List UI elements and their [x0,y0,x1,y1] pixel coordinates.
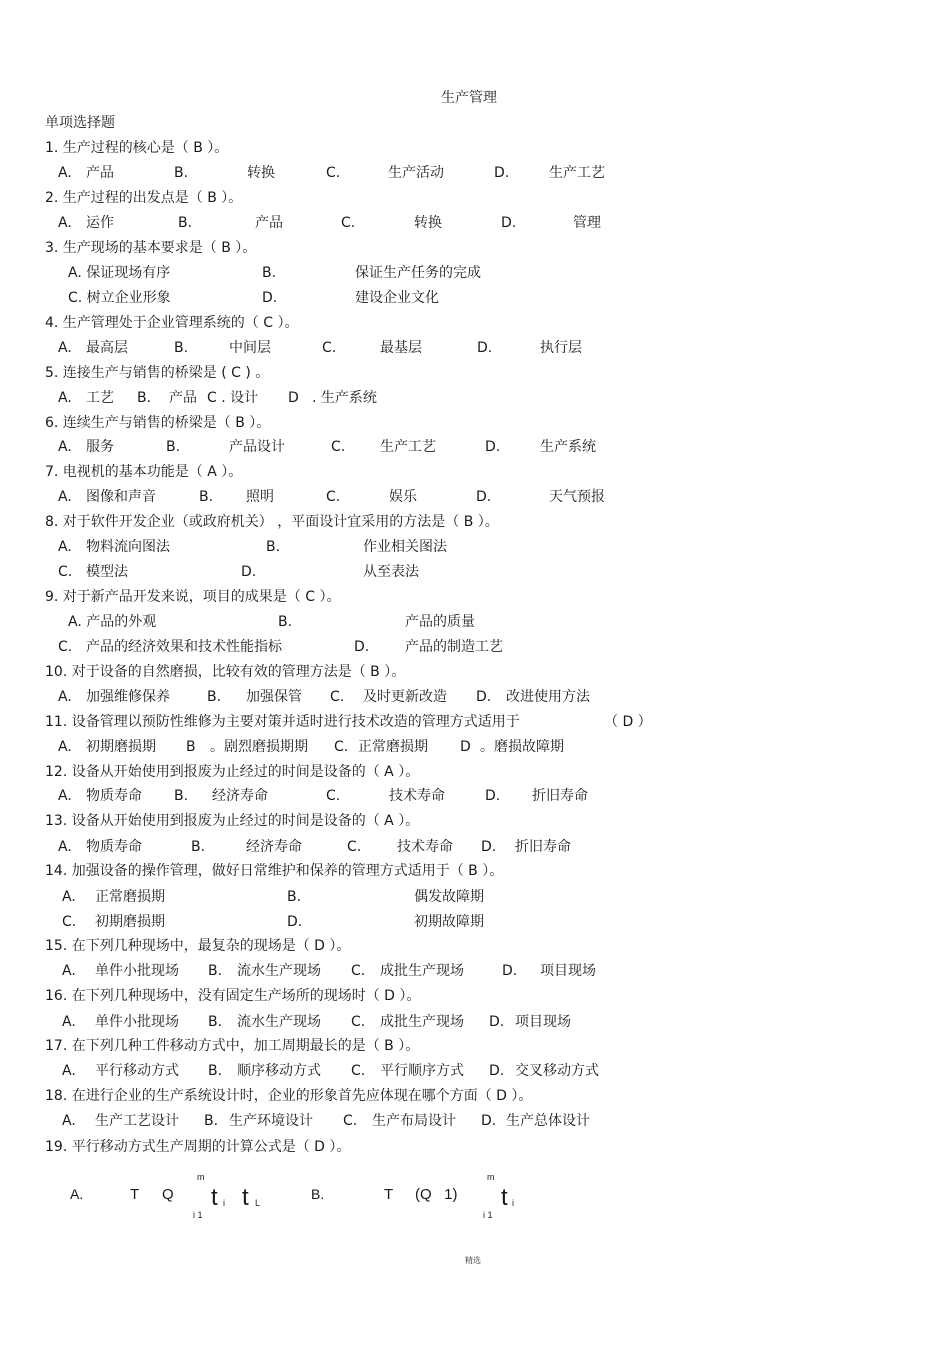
option-text: 服务 [86,439,114,455]
option-text: 单件小批现场 [95,1014,179,1030]
question-text: 5. 连接生产与销售的桥梁是 ( C ) 。 [45,365,270,381]
option-label: C. [330,689,345,705]
option-label: B. [207,689,222,705]
option-text: 最基层 [380,340,422,356]
option-label: A. [62,889,76,905]
option-text: 成批生产现场 [380,1014,464,1030]
option-text: C . 设计 [207,390,259,406]
option-text: 交叉移动方式 [515,1063,599,1079]
question-text: 9. 对于新产品开发来说，项目的成果是（ C ）。 [45,589,341,605]
option-text: 娱乐 [389,489,417,505]
option-label: A. [62,1063,76,1079]
question-text: 13. 设备从开始使用到报废为止经过的时间是设备的（ A ）。 [45,813,420,829]
option-text: 加强保管 [246,689,302,705]
page-title: 生产管理 [441,90,497,106]
option-text: 天气预报 [549,489,605,505]
option-text: 生产工艺 [549,165,605,181]
option-text: 技术寿命 [389,788,445,804]
option-label: B. [208,1063,223,1079]
formula-label: B. [311,1186,325,1202]
option-text: 技术寿命 [397,839,453,855]
option-text: 生产系统 [540,439,596,455]
option-label: A. [58,439,72,455]
option-text: 生产活动 [388,165,444,181]
formula-sum-lower: i 1 [483,1210,493,1220]
formula-sum-lower: i 1 [193,1210,203,1220]
option-label: C. [347,839,362,855]
question-text: 15. 在下列几种现场中，最复杂的现场是（ D ）。 [45,938,351,954]
option-text: 工艺 [86,390,114,406]
formula-subscript: L [255,1198,261,1208]
option-label: C. [351,1014,366,1030]
option-text: 产品 [255,215,283,231]
formula-sum-upper: m [197,1172,205,1182]
option-text: 改进使用方法 [506,689,590,705]
option-text: 初期故障期 [414,914,484,930]
option-text: 产品 [169,390,197,406]
option-label: C. [331,439,346,455]
option-text: 照明 [246,489,274,505]
option-text: 物质寿命 [86,788,142,804]
option-label: D. [501,215,517,231]
option-label: A. [62,963,76,979]
option-text: 最高层 [86,340,128,356]
formula-symbol: Q [162,1186,174,1203]
question-text: 14. 加强设备的操作管理，做好日常维护和保养的管理方式适用于（ B ）。 [45,863,504,879]
option-label: A. [58,165,72,181]
option-label: C. [334,739,349,755]
question-text: 12. 设备从开始使用到报废为止经过的时间是设备的（ A ）。 [45,764,420,780]
option-text: 折旧寿命 [532,788,588,804]
option-text: 模型法 [86,564,128,580]
option-label: D. [476,689,492,705]
option-label: A. [58,689,72,705]
question-answer: （ D ） [604,714,652,730]
option-label: D. [489,1014,505,1030]
option-text: A. 保证现场有序 [68,265,171,281]
question-text: 17. 在下列几种工件移动方式中，加工周期最长的是（ B ）。 [45,1038,420,1054]
option-text: . 生产系统 [312,390,377,406]
option-label: B. [266,539,281,555]
option-text: 产品的质量 [405,614,475,630]
formula-subscript: i [223,1198,225,1208]
question-text: 18. 在进行企业的生产系统设计时，企业的形象首先应体现在哪个方面（ D ）。 [45,1088,533,1104]
option-label: A. [62,1014,76,1030]
option-label: D. [485,439,501,455]
formula-subscript: i [512,1198,514,1208]
option-label: C. [58,639,73,655]
formula-label: A. [70,1186,84,1202]
option-label: A. [58,489,72,505]
option-text: 物质寿命 [86,839,142,855]
option-label: B. [191,839,206,855]
option-label: C. [351,1063,366,1079]
option-label: B. [178,215,193,231]
option-label: D [288,390,299,406]
option-text: 物料流向图法 [86,539,170,555]
option-label: D. [477,340,493,356]
question-text: 10. 对于设备的自然磨损，比较有效的管理方法是（ B ）。 [45,664,406,680]
option-text: 初期磨损期 [95,914,165,930]
option-label: D. [489,1063,505,1079]
option-text: 项目现场 [515,1014,571,1030]
question-text: 6. 连续生产与销售的桥梁是（ B ）。 [45,415,271,431]
option-text: 生产布局设计 [372,1113,456,1129]
option-label: D. [494,165,510,181]
option-text: 流水生产现场 [237,1014,321,1030]
option-label: A. [62,1113,76,1129]
option-label: C. [322,340,337,356]
option-label: C. [351,963,366,979]
option-label: D. [241,564,257,580]
formula-symbol: T [384,1186,394,1203]
option-label: B. [199,489,214,505]
option-label: C. [326,489,341,505]
option-text: 顺序移动方式 [237,1063,321,1079]
option-text: 转换 [414,215,442,231]
option-label: D. [481,1113,497,1129]
question-text: 19. 平行移动方式生产周期的计算公式是（ D ）。 [45,1139,351,1155]
option-label: C. [62,914,77,930]
option-label: A. [58,539,72,555]
question-text: 16. 在下列几种现场中，没有固定生产场所的现场时（ D ）。 [45,988,421,1004]
option-text: 单件小批现场 [95,963,179,979]
option-text: 。剧烈磨损期期 [210,739,308,755]
option-text: 平行移动方式 [95,1063,179,1079]
option-label: B. [278,614,293,630]
option-text: 项目现场 [540,963,596,979]
formula-symbol: t [501,1184,508,1211]
formula-symbol: t [242,1184,249,1211]
question-text: 3. 生产现场的基本要求是（ B ）。 [45,240,257,256]
option-label: D. [485,788,501,804]
option-label: A. [58,215,72,231]
option-text: 生产总体设计 [506,1113,590,1129]
option-label: B. [287,889,302,905]
option-text: 产品的经济效果和技术性能指标 [86,639,282,655]
option-label: B. [208,1014,223,1030]
option-text: 成批生产现场 [380,963,464,979]
option-label: A. [58,788,72,804]
option-label: D. [476,489,492,505]
option-text: 生产工艺设计 [95,1113,179,1129]
option-label: D. [502,963,518,979]
question-text: 11. 设备管理以预防性维修为主要对策并适时进行技术改造的管理方式适用于 [45,714,520,730]
formula-symbol: (Q 1) [415,1186,458,1203]
option-text: 经济寿命 [246,839,302,855]
option-label: B. [174,165,189,181]
option-label: C. [58,564,73,580]
option-label: B. [262,265,277,281]
option-label: B. [137,390,152,406]
option-label: A. [58,390,72,406]
option-label: D. [481,839,497,855]
option-text: 运作 [86,215,114,231]
option-text: 转换 [247,165,275,181]
option-text: 生产工艺 [380,439,436,455]
option-label: A. [58,839,72,855]
option-text: 图像和声音 [86,489,156,505]
option-label: C. [326,788,341,804]
option-label: B. [204,1113,219,1129]
option-text: 中间层 [229,340,271,356]
option-label: D [460,739,471,755]
question-text: 8. 对于软件开发企业（或政府机关） ，平面设计宜采用的方法是（ B ）。 [45,514,499,530]
option-label: C. [326,165,341,181]
formula-sum-upper: m [487,1172,495,1182]
option-text: 产品 [86,165,114,181]
formula-symbol: t [211,1184,218,1211]
page-footer: 精选 [465,1256,481,1265]
option-label: D. [354,639,370,655]
question-text: 2. 生产过程的出发点是（ B ）。 [45,190,243,206]
option-text: 作业相关图法 [363,539,447,555]
option-text: 初期磨损期 [86,739,156,755]
option-text: 正常磨损期 [95,889,165,905]
option-text: 产品设计 [229,439,285,455]
option-label: B [186,739,196,755]
option-text: 加强维修保养 [86,689,170,705]
option-label: B. [174,788,189,804]
option-label: C. [343,1113,358,1129]
option-label: B. [166,439,181,455]
option-text: 生产环境设计 [229,1113,313,1129]
option-text: 保证生产任务的完成 [355,265,481,281]
option-text: 建设企业文化 [355,290,439,306]
option-text: 平行顺序方式 [380,1063,464,1079]
option-text: 折旧寿命 [515,839,571,855]
option-text: 偶发故障期 [414,889,484,905]
option-text: 执行层 [540,340,582,356]
question-text: 1. 生产过程的核心是（ B ）。 [45,140,229,156]
question-text: 7. 电视机的基本功能是（ A ）。 [45,464,243,480]
option-text: 产品的制造工艺 [405,639,503,655]
option-text: 流水生产现场 [237,963,321,979]
option-label: D. [262,290,278,306]
option-text: 。磨损故障期 [480,739,564,755]
option-text: 正常磨损期 [358,739,428,755]
option-label: A. [58,340,72,356]
section-heading: 单项选择题 [45,115,115,131]
option-label: D. [287,914,303,930]
formula-symbol: T [130,1186,140,1203]
option-text: A. 产品的外观 [68,614,157,630]
option-text: C. 树立企业形象 [68,290,171,306]
question-text: 4. 生产管理处于企业管理系统的（ C ）。 [45,315,299,331]
option-text: 从至表法 [363,564,419,580]
option-text: 管理 [573,215,601,231]
option-label: B. [208,963,223,979]
option-label: C. [341,215,356,231]
option-text: 及时更新改造 [363,689,447,705]
option-text: 经济寿命 [212,788,268,804]
option-label: A. [58,739,72,755]
option-label: B. [174,340,189,356]
